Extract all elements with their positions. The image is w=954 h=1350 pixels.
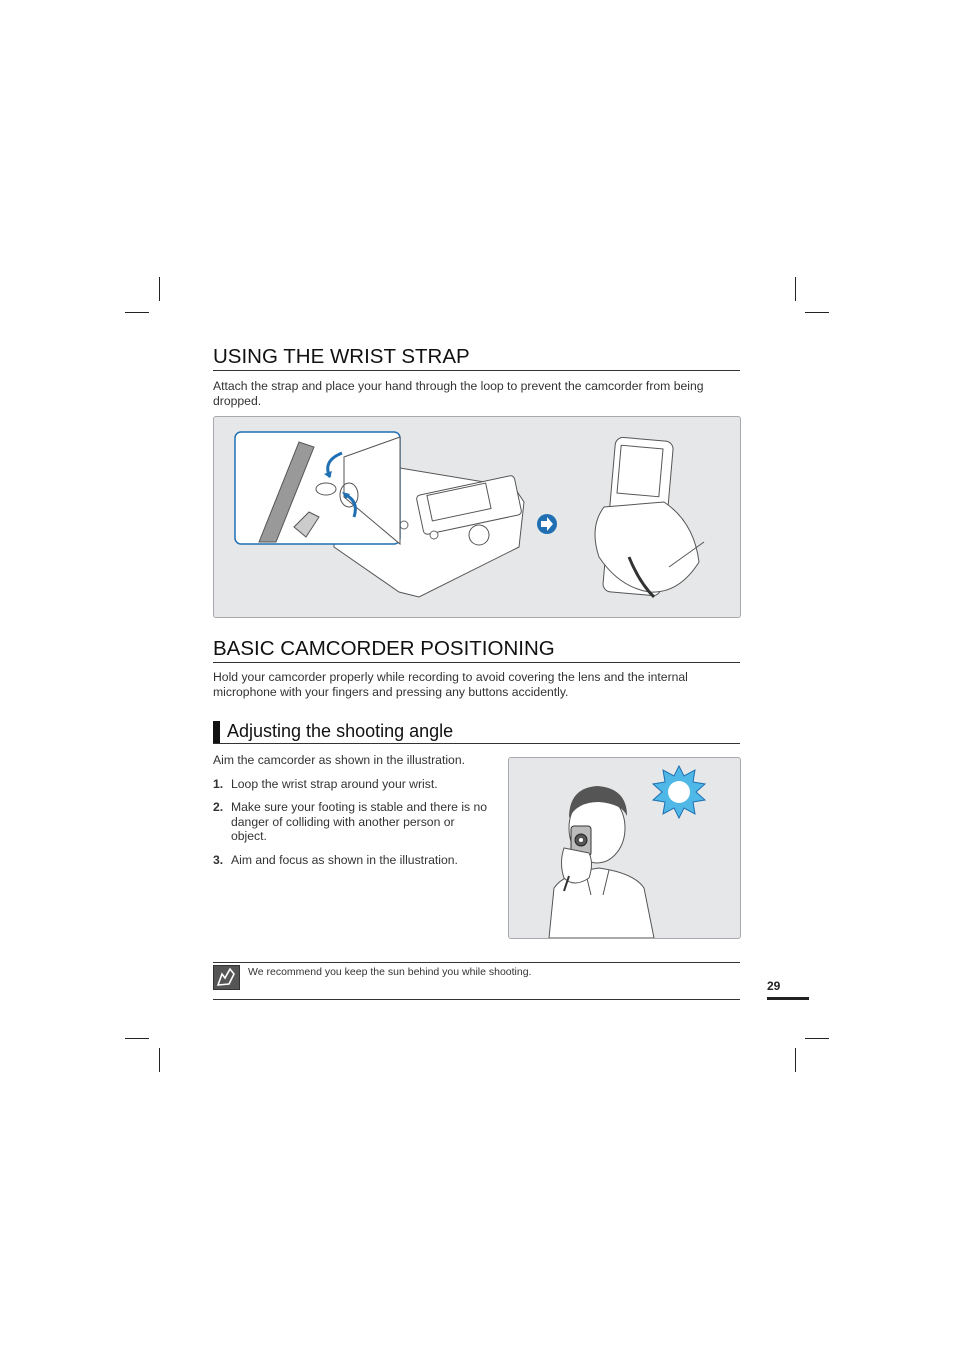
steps-intro: Aim the camcorder as shown in the illustration.	[213, 753, 465, 767]
wrist-strap-description: Attach the strap and place your hand through the loop to prevent the camcorder from being dropped.	[213, 379, 704, 408]
note-text: We recommend you keep the sun behind you while shooting.	[248, 966, 532, 978]
crop-mark	[125, 1038, 149, 1039]
list-item	[213, 777, 488, 792]
crop-mark	[125, 312, 149, 313]
crop-mark	[795, 1048, 796, 1072]
person-filming-drawing	[509, 758, 740, 938]
camcorder-strap-drawing	[214, 417, 740, 617]
page-number-bar	[767, 997, 809, 1000]
sun-icon	[653, 766, 705, 818]
crop-mark	[159, 277, 160, 301]
subsection-heading	[213, 719, 740, 744]
crop-mark	[795, 277, 796, 301]
list-item	[213, 800, 488, 844]
wrist-strap-illustration	[213, 416, 741, 618]
step-number: 1.	[213, 776, 224, 791]
page-number: 29	[767, 979, 781, 993]
step-text: Aim and focus as shown in the illustration.	[231, 852, 458, 867]
note-box	[213, 962, 740, 989]
shooting-angle-illustration	[508, 757, 741, 939]
list-item	[213, 853, 488, 868]
step-number: 3.	[213, 852, 224, 867]
positioning-description: Hold your camcorder properly while recording to avoid covering the lens and the internal microphone with your fingers and pressing any buttons accidently.	[213, 670, 688, 699]
step-text: Loop the wrist strap around your wrist.	[231, 776, 438, 791]
note-icon	[213, 965, 240, 990]
step-text: Make sure your footing is stable and there is no danger of colliding with another person or object.	[231, 800, 488, 843]
footer-rule	[213, 999, 740, 1000]
steps-list	[213, 753, 488, 867]
section-title-wrist-strap: USING THE WRIST STRAP	[213, 345, 740, 371]
subsection-title: Adjusting the shooting angle	[227, 721, 454, 741]
section-title-positioning: BASIC CAMCORDER POSITIONING	[213, 637, 740, 663]
crop-mark	[805, 312, 829, 313]
crop-mark	[805, 1038, 829, 1039]
crop-mark	[159, 1048, 160, 1072]
step-number: 2.	[213, 800, 224, 814]
heading-bar	[213, 721, 220, 743]
